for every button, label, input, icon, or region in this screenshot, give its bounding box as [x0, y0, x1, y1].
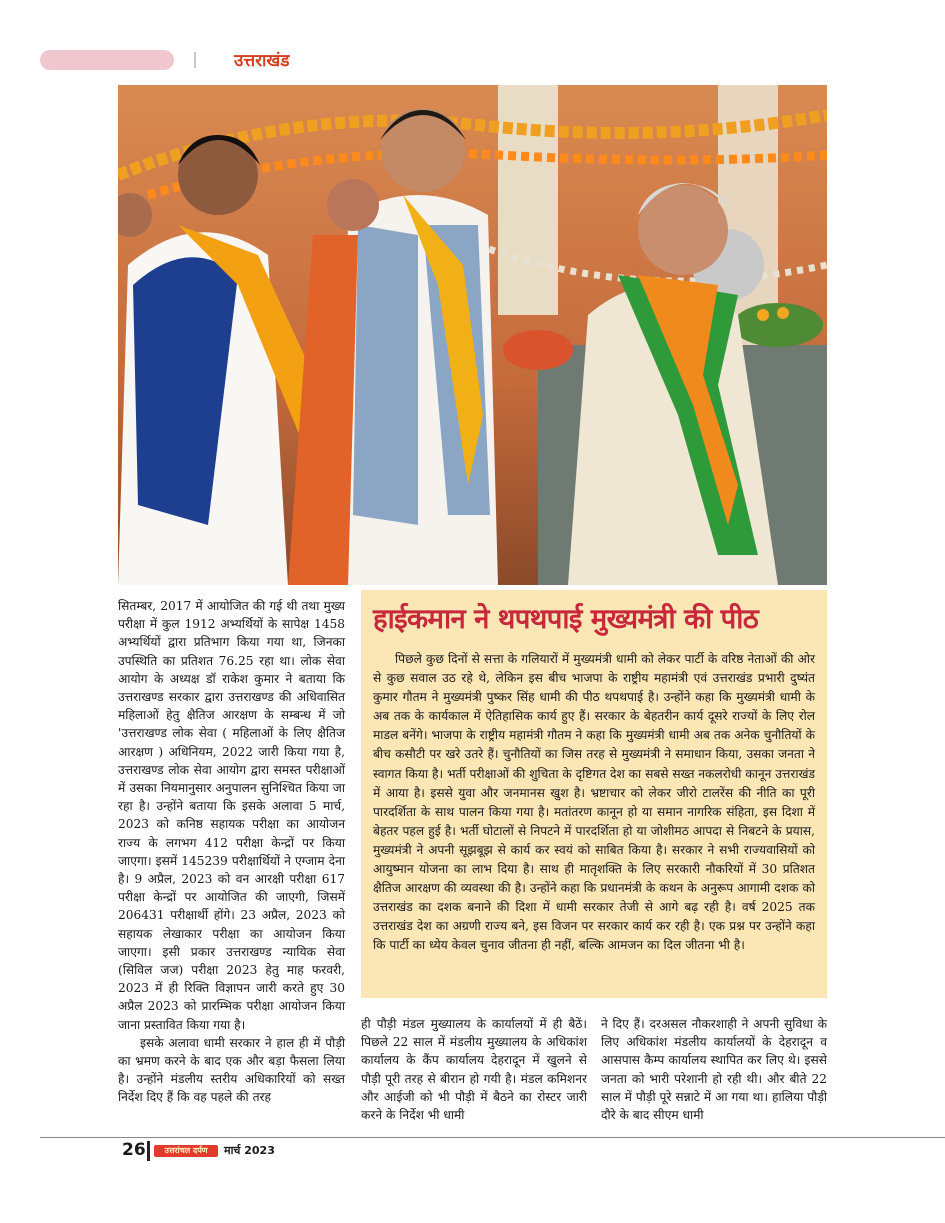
issue-date: मार्च 2023: [224, 1144, 275, 1157]
article-right-column: ने दिए हैं। दरअसल नौकरशाही ने अपनी सुविधा के लिए अधिकांश मंडलीय कार्यालयों के देहरादून व आसपास कैम्प कार्यालय स्थापित कर लिए थे। इससे जनता को भारी परेशानी हो रही थी। और बीते 22 साल में पौड़ी पूरे सन्नाटे में आ गया था। हालिया पौड़ी दौरे के बाद सीएम धामी: [601, 1017, 827, 1123]
article-headline: हाईकमान ने थपथपाई मुख्यमंत्री की पीठ: [373, 603, 759, 635]
page-number: 26: [122, 1140, 146, 1160]
article-left-column: [118, 597, 345, 1107]
left-paragraph-2: इसके अलावा धामी सरकार ने हाल ही में पौड़ी का भ्रमण करने के बाद एक और बड़ा फैसला लिया है। उन्होंने मंडलीय स्तरीय अधिकारियों को सख्त निर्देश दिए हैं कि वह पहले की तरह: [118, 1035, 345, 1105]
footer-divider: [147, 1141, 150, 1161]
footer-rule: [40, 1137, 945, 1138]
magazine-logo: [154, 1145, 218, 1157]
left-paragraph-1: सितम्बर, 2017 में आयोजित की गई थी तथा मुख्य परीक्षा में कुल 1912 अभ्यर्थियों के सापेक्ष 1458 अभ्यर्थियों द्वारा प्रतिभाग किया गया था, जिनका उपस्थिति का प्रतिशत 76.25 रहा था। लोक सेवा आयोग के अध्यक्ष डॉ राकेश कुमार ने बताया कि उत्तराखण्ड सरकार द्वारा उत्तराखण्ड की अधिवासित महिलाओं हेतु क्षैतिज आरक्षण के सम्बन्ध में जो 'उत्तराखण्ड लोक सेवा ( महिलाओं के लिए क्षैतिज आरक्षण ) अधिनियम, 2022 जारी किया गया है, उत्तराखण्ड लोक सेवा आयोग द्वारा समस्त परीक्षाओं में उसका नियमानुसार अनुपालन सुनिश्चित किया जा रहा है। उन्होंने बताया कि इसके अलावा 5 मार्च, 2023 को कनिष्ठ सहायक परीक्षा का आयोजन राज्य के लगभग 412 परीक्षा केन्द्रों पर किया जाएगा। इसमें 145239 परीक्षार्थियों ने एग्जाम देना है। 9 अप्रैल, 2023 को वन आरक्षी परीक्षा 617 परीक्षा केन्द्रों पर आयोजित की जाएगी, जिसमें 206431 परीक्षार्थी होंगे। 23 अप्रैल, 2023 को सहायक लेखाकार परीक्षा का आयोजन किया जाएगा। इसी प्रकार उत्तराखण्ड न्यायिक सेवा (सिविल जज) परीक्षा 2023 हेतु माह फरवरी, 2023 में ही रिक्ति विज्ञापन जारी करते हुए 30 अप्रैल 2023 को प्रारम्भिक परीक्षा आयोजन किया जाना प्रस्तावित किया गया है।: [118, 599, 345, 1032]
highlight-box-text: पिछले कुछ दिनों से सत्ता के गलियारों में मुख्यमंत्री धामी को लेकर पार्टी के वरिष्ठ नेताओं की ओर से कुछ सवाल उठ रहे थे, लेकिन इस बीच भाजपा के राष्ट्रीय महामंत्री एवं उत्तराखंड प्रभारी दुष्यंत कुमार गौतम ने मुख्यमंत्री पुष्कर सिंह धामी की पीठ थपथपाई है। उन्होंने कहा कि मुख्यमंत्री धामी के अब तक के कार्यकाल में ऐतिहासिक कार्य हुए हैं। सरकार के बेहतरीन कार्य दूसरे राज्यों के लिए रोल माडल बनेंगे। भाजपा के राष्ट्रीय महामंत्री गौतम ने कहा कि मुख्यमंत्री धामी अब तक अनेक चुनौतियों के बीच कसौटी पर खरे उतरे हैं। चुनौतियों का जिस तरह से मुख्यमंत्री ने समाधान किया, उसका जनता ने स्वागत किया है। भर्ती परीक्षाओं की शुचिता के दृष्टिगत देश का सबसे सख्त नकलरोधी कानून उत्तराखंड में आया है। इससे युवा और जनमानस खुश है। भ्रष्टाचार को लेकर जीरो टालरेंस की नीति का पूरी पारदर्शिता के साथ पालन किया गया है। मतांतरण कानून हो या समान नागरिक संहिता, इस दिशा में बेहतर पहल हुई है। भर्ती घोटालों से निपटने में पारदर्शिता हो या जोशीमठ आपदा से निबटने के प्रयास, मुख्यमंत्री ने अपनी सूझबूझ से कार्य कर स्वयं को साबित किया है। सरकार ने सभी राज्यवासियों को आयुष्मान योजना का लाभ दिया है। साथ ही मातृशक्ति के लिए सरकारी नौकरियों में 30 प्रतिशत क्षैतिज आरक्षण की व्यवस्था की है। उन्होंने कहा कि प्रधानमंत्री के कथन के अनुरूप आगामी दशक को उत्तराखंड का दशक बनाने की दिशा में धामी सरकार तेजी से आगे बढ़ रही है। वर्ष 2025 तक उत्तराखंड देश का अग्रणी राज्य बने, इस विजन पर सरकार कार्य कर रही है। एक प्रश्न पर उन्होंने कहा कि पार्टी का ध्येय केवल चुनाव जीतना ही नहीं, बल्कि आमजन का दिल जीतना भी है।: [373, 652, 815, 953]
photo-icon: [118, 85, 827, 585]
section-title: उत्तराखंड: [234, 51, 290, 71]
header-pill-decoration: [40, 50, 174, 70]
article-photo: [118, 85, 827, 585]
header-divider: [194, 52, 196, 68]
article-middle-column: ही पौड़ी मंडल मुख्यालय के कार्यालयों में ही बैठें। पिछले 22 साल में मंडलीय मुख्यालय के अधिकांश कार्यालय के कैंप कार्यालय देहरादून में खुलने से पौड़ी पूरी तरह से बीरान हो गयी है। मंडल कमिशनर और आईजी को भी पौड़ी में बैठने का रोस्टर जारी करने के निर्देश भी धामी: [361, 1017, 587, 1123]
magazine-logo-text: उत्तरांचल दर्पण: [164, 1146, 208, 1155]
highlight-box: [361, 590, 827, 998]
